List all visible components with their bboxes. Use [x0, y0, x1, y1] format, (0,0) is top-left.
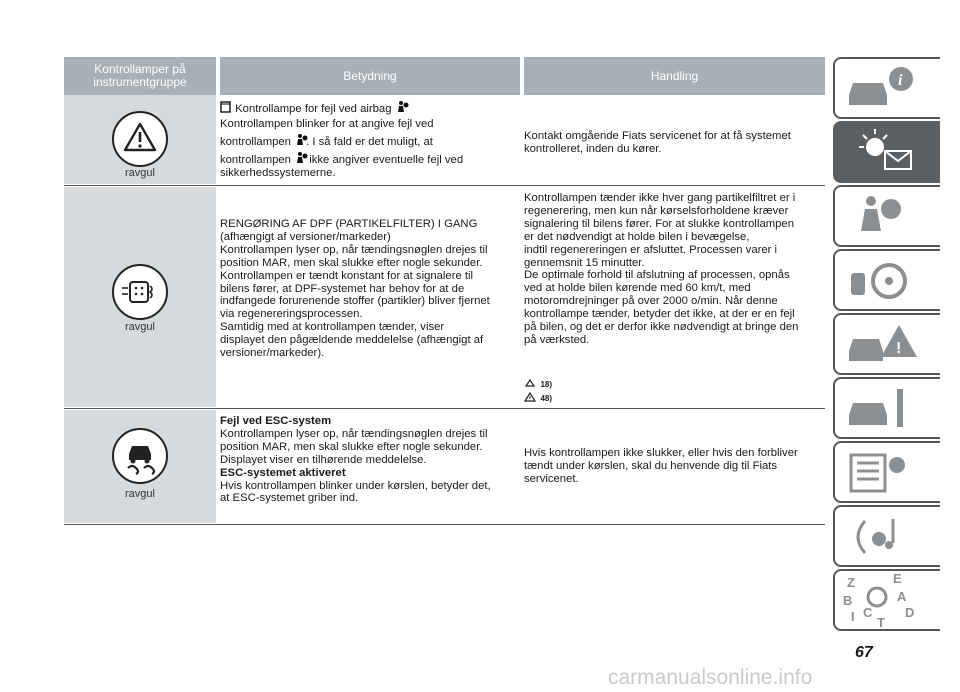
meaning-line: Hvis kontrollampen blinker under kørslen, betyder det, [220, 479, 491, 492]
note-number: 18) [540, 380, 553, 389]
index-letter: Z [847, 575, 855, 590]
meaning-line: Kontrollampen lyser op, når tændingsnøglen drejes til [220, 427, 488, 440]
index-letter: D [905, 605, 915, 620]
airbag-text-4a: kontrollampen [220, 153, 291, 166]
action-line: er det nødvendigt at holde bilen i bevægelse, [524, 230, 750, 243]
recycle-note-icon [524, 378, 536, 388]
header-action: Handling [524, 57, 825, 95]
meaning-line: (afhængigt af versioner/markeder) [220, 230, 391, 243]
dpf-action [524, 192, 824, 347]
meaning-line: Kontrollampen lyser op, når tændingsnøglen drejes til [220, 243, 488, 256]
airbag-meaning [220, 100, 520, 180]
airbag-text-5: sikkerhedssystemerne. [220, 166, 336, 179]
action-line: på værksted. [524, 333, 590, 346]
note-ref-48 [524, 388, 552, 406]
index-letter: B [843, 593, 853, 608]
car-info-icon [835, 59, 935, 117]
action-line: Kontrollampen tænder ikke hver gang partikelfiltret er i [524, 192, 796, 204]
car-maintenance-icon [835, 379, 935, 437]
index-letter: I [851, 609, 855, 624]
tab-technical-data[interactable] [833, 441, 940, 503]
warning-light-message-icon [835, 123, 935, 181]
index-icon [835, 571, 935, 629]
esc-action: Hvis kontrollampen ikke slukker, eller hvis den forbliver tændt under kørslen, skal du henvende dig til Fiats servicenet. [524, 447, 798, 485]
passenger-airbag-icon [294, 151, 306, 165]
dpf-meaning [220, 218, 520, 360]
tab-car-info[interactable] [833, 57, 940, 119]
airbag-text-4b: ikke angiver eventuelle fejl ved [309, 153, 464, 166]
meaning-line: Kontrollampen er tændt konstant for at signalere til [220, 269, 474, 282]
dpf-filter-icon [112, 264, 168, 320]
airbag-title: Kontrollampe for fejl ved airbag [235, 103, 392, 115]
index-letter: C [863, 605, 873, 620]
tab-safety[interactable] [833, 185, 940, 247]
airbag-text-2: Kontrollampen blinker for at angive fejl ved [220, 117, 434, 130]
meaning-line: indfangede forurenende stoffer (partikler) bliver fjernet [220, 295, 490, 308]
meaning-line: position MAR, men skal slukke efter nogle sekunder. [220, 256, 483, 269]
meaning-line: RENGØRING AF DPF (PARTIKELFILTER) I GANG [220, 218, 478, 230]
steering-wheel-icon [835, 251, 935, 309]
tab-emergency[interactable] [833, 313, 940, 375]
tab-multimedia[interactable] [833, 505, 940, 567]
airbag-text-3a: kontrollampen [220, 135, 291, 148]
tab-driving[interactable] [833, 249, 940, 311]
action-line: kontrollampe tænder, betyder det ikke, at der er en fejl [524, 308, 795, 321]
technical-data-icon [835, 443, 935, 501]
airbag-action: Kontakt omgående Fiats servicenet for at få systemet kontrolleret, inden du kører. [524, 130, 791, 155]
action-line: motoromdrejninger på over 2000 o/min. Når denne [524, 295, 778, 308]
color-label: ravgul [125, 321, 155, 333]
esc-skid-icon [112, 428, 168, 484]
airbag-icon [395, 100, 407, 114]
meaning-line: displayet den pågældende meddelelse (afhængigt af [220, 334, 484, 347]
header-meaning: Betydning [220, 57, 520, 95]
airbag-text-3b: . I så fald er det muligt, at [306, 135, 433, 148]
color-label: ravgul [125, 167, 155, 179]
action-line: signalering til bilens fører. For at slukke kontrollampen [524, 217, 794, 230]
meaning-line: via regenereringsprocessen. [220, 308, 363, 321]
note-number: 48) [540, 394, 553, 403]
svg-text:!: ! [896, 340, 902, 357]
color-label: ravgul [125, 488, 155, 500]
header-warning-light: Kontrollamper på instrumentgruppe [64, 57, 216, 95]
action-line: gennemsnit 15 minutter. [524, 256, 645, 269]
esc-meaning [220, 415, 520, 505]
row-divider [64, 185, 825, 186]
tab-index[interactable] [833, 569, 940, 631]
seat-airbag-icon [835, 187, 935, 245]
meaning-line: position MAR, men skal slukke efter nogle sekunder. [220, 440, 483, 453]
tab-maintenance[interactable] [833, 377, 940, 439]
info-book-icon [220, 100, 232, 114]
row-divider [64, 408, 825, 409]
index-letter: A [897, 589, 907, 604]
page-number: 67 [855, 644, 873, 661]
watermark: carmanualsonline.info [608, 666, 813, 689]
action-line: regenerering, men kun når kørselsforholdene kræver [524, 204, 789, 217]
meaning-line: bilens fører, at DPF-systemet har behov for at de [220, 282, 465, 295]
airbag-icon [294, 133, 306, 147]
meaning-line: Samtidig med at kontrollampen tænder, viser [220, 321, 445, 334]
action-line: De optimale forhold til afslutning af processen, opnås [524, 269, 790, 282]
svg-text:i: i [898, 72, 903, 89]
meaning-line: versioner/markeder). [220, 347, 325, 360]
action-line: på bilen, og det er derfor ikke nødvendigt at bringe den [524, 321, 799, 334]
index-letter: T [877, 615, 885, 629]
meaning-line: Displayet viser en tilhørende meddelelse. [220, 453, 427, 466]
row-divider [64, 524, 825, 525]
esc-active-title: ESC-systemet aktiveret [220, 466, 346, 479]
tab-warning-lights[interactable] [833, 121, 940, 183]
emergency-triangle-icon [835, 315, 935, 373]
action-line: indtil regenereringen er afsluttet. Processen varer i [524, 243, 778, 256]
index-letter: E [893, 571, 902, 586]
esc-fault-title: Fejl ved ESC-system [220, 415, 332, 427]
warning-triangle-icon [112, 111, 168, 167]
multimedia-icon [835, 507, 935, 565]
action-line: ved at holde bilen kørende med 60 km/t, med [524, 282, 751, 295]
warning-note-icon [524, 392, 536, 402]
meaning-line: at ESC-systemet griber ind. [220, 492, 359, 505]
